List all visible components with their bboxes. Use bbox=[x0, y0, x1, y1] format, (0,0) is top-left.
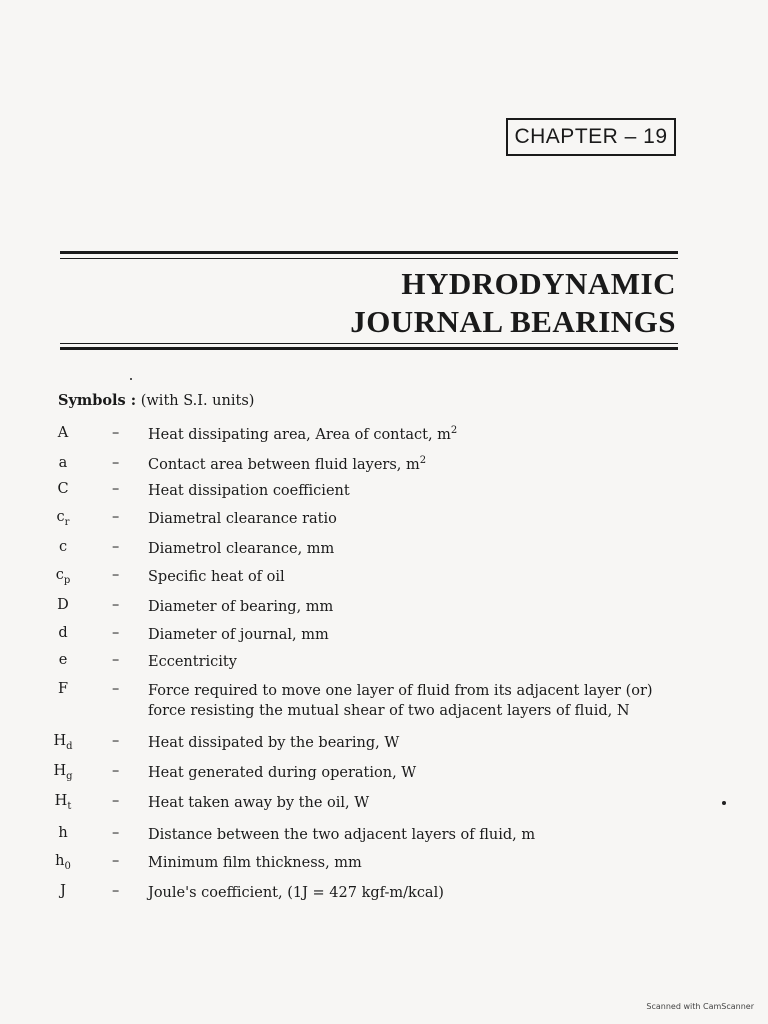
symbol-description bbox=[148, 567, 285, 587]
symbol bbox=[40, 733, 86, 752]
top-rule-thin bbox=[60, 258, 678, 259]
description-text: Diametral clearance ratio bbox=[148, 511, 337, 527]
symbol-letter: H bbox=[53, 733, 67, 749]
symbol-description bbox=[148, 793, 369, 813]
symbol bbox=[40, 652, 86, 668]
symbol bbox=[40, 883, 86, 899]
speck-mark bbox=[722, 801, 726, 805]
symbol bbox=[40, 597, 86, 613]
symbol bbox=[40, 681, 86, 697]
symbol-subscript: g bbox=[66, 770, 73, 782]
symbol-dash: – bbox=[112, 597, 120, 613]
symbol-dash: – bbox=[112, 567, 120, 583]
symbol-dash: – bbox=[112, 652, 120, 668]
symbol-description bbox=[148, 597, 333, 617]
symbol-description bbox=[148, 509, 337, 529]
symbol bbox=[40, 853, 86, 872]
symbol-description bbox=[148, 733, 399, 753]
symbol bbox=[40, 455, 86, 471]
symbol-dash: – bbox=[112, 425, 120, 441]
symbol-letter: J bbox=[60, 883, 66, 899]
symbol-subscript: d bbox=[66, 740, 73, 752]
symbol-letter: a bbox=[58, 455, 68, 471]
unit-superscript: 2 bbox=[450, 425, 458, 437]
symbol bbox=[40, 825, 86, 841]
description-text: Diametrol clearance, mm bbox=[148, 541, 335, 557]
description-text: Heat dissipation coefficient bbox=[148, 483, 350, 499]
symbol-letter: H bbox=[53, 763, 67, 779]
symbol-dash: – bbox=[112, 763, 120, 779]
symbol-letter: e bbox=[58, 652, 68, 668]
symbol-subscript: r bbox=[64, 516, 70, 528]
bottom-rule-thin bbox=[60, 343, 678, 344]
symbol-dash: – bbox=[112, 793, 120, 809]
symbol-letter: F bbox=[57, 681, 69, 697]
symbol bbox=[40, 567, 86, 586]
symbol bbox=[40, 625, 86, 641]
symbol bbox=[40, 793, 86, 812]
description-text: Distance between the two adjacent layers of fluid, m bbox=[148, 827, 536, 843]
symbol-dash: – bbox=[112, 825, 120, 841]
symbols-heading-rest: (with S.I. units) bbox=[136, 393, 255, 409]
symbol-description bbox=[148, 539, 334, 559]
symbol-letter: C bbox=[57, 481, 69, 497]
description-text: Specific heat of oil bbox=[148, 569, 285, 585]
symbol bbox=[40, 763, 86, 782]
symbol-subscript: t bbox=[67, 800, 72, 812]
description-text: Heat dissipated by the bearing, W bbox=[148, 735, 400, 751]
symbol-dash: – bbox=[112, 681, 120, 697]
symbol-description bbox=[148, 425, 457, 445]
symbol-dash: – bbox=[112, 509, 120, 525]
symbol bbox=[40, 509, 86, 528]
symbol-subscript: p bbox=[63, 574, 71, 586]
description-text: Joule's coefficient, (1J = 427 kgf-m/kcal) bbox=[148, 885, 444, 901]
chapter-label: CHAPTER – 19 bbox=[506, 118, 676, 156]
symbols-heading-bold: Symbols : bbox=[58, 392, 137, 409]
bottom-rule-thick bbox=[60, 347, 678, 350]
symbol-letter: c bbox=[56, 509, 65, 525]
symbol-dash: – bbox=[112, 455, 120, 471]
symbol-letter: c bbox=[55, 567, 64, 583]
description-text-line-2: force resisting the mutual shear of two adjacent layers of fluid, N bbox=[148, 703, 630, 719]
symbol-description bbox=[148, 455, 426, 475]
title-line-1: HYDRODYNAMIC bbox=[401, 266, 676, 301]
description-text: Force required to move one layer of fluid from its adjacent layer (or) bbox=[148, 683, 653, 699]
symbol-description bbox=[148, 652, 237, 672]
description-text: Diameter of journal, mm bbox=[148, 627, 329, 643]
symbol-subscript: 0 bbox=[64, 860, 71, 872]
description-text: Eccentricity bbox=[148, 654, 237, 670]
symbol bbox=[40, 481, 86, 497]
top-rule-thick bbox=[60, 251, 678, 254]
symbol-letter: d bbox=[58, 625, 68, 641]
symbol-description bbox=[148, 853, 362, 873]
symbol-dash: – bbox=[112, 539, 120, 555]
description-text: Minimum film thickness, mm bbox=[148, 855, 362, 871]
description-text: Heat generated during operation, W bbox=[148, 765, 417, 781]
symbol-description bbox=[148, 763, 416, 783]
symbol-dash: – bbox=[112, 481, 120, 497]
symbol bbox=[40, 539, 86, 555]
symbol-description bbox=[148, 825, 535, 845]
symbol-dash: – bbox=[112, 853, 120, 869]
unit-superscript: 2 bbox=[419, 455, 427, 467]
symbol bbox=[40, 425, 86, 441]
symbol-letter: h bbox=[55, 853, 65, 869]
symbol-description bbox=[148, 883, 444, 903]
symbol-letter: D bbox=[57, 597, 69, 613]
title-line-2: JOURNAL BEARINGS bbox=[350, 304, 676, 339]
description-text: Diameter of bearing, mm bbox=[148, 599, 334, 615]
symbol-description bbox=[148, 481, 350, 501]
symbol-letter: h bbox=[58, 825, 68, 841]
scanner-footer: Scanned with CamScanner bbox=[646, 1002, 754, 1011]
symbol-dash: – bbox=[112, 733, 120, 749]
description-text: Contact area between fluid layers, m bbox=[148, 457, 420, 473]
symbol-letter: c bbox=[58, 539, 68, 555]
symbol-dash: – bbox=[112, 625, 120, 641]
symbol-description bbox=[148, 625, 329, 645]
symbol-description bbox=[148, 681, 653, 721]
description-text: Heat taken away by the oil, W bbox=[148, 795, 370, 811]
symbol-letter: A bbox=[57, 425, 69, 441]
symbols-heading bbox=[58, 392, 254, 409]
description-text: Heat dissipating area, Area of contact, m bbox=[148, 427, 451, 443]
speck-mark bbox=[130, 378, 132, 380]
symbol-dash: – bbox=[112, 883, 120, 899]
symbol-letter: H bbox=[54, 793, 68, 809]
